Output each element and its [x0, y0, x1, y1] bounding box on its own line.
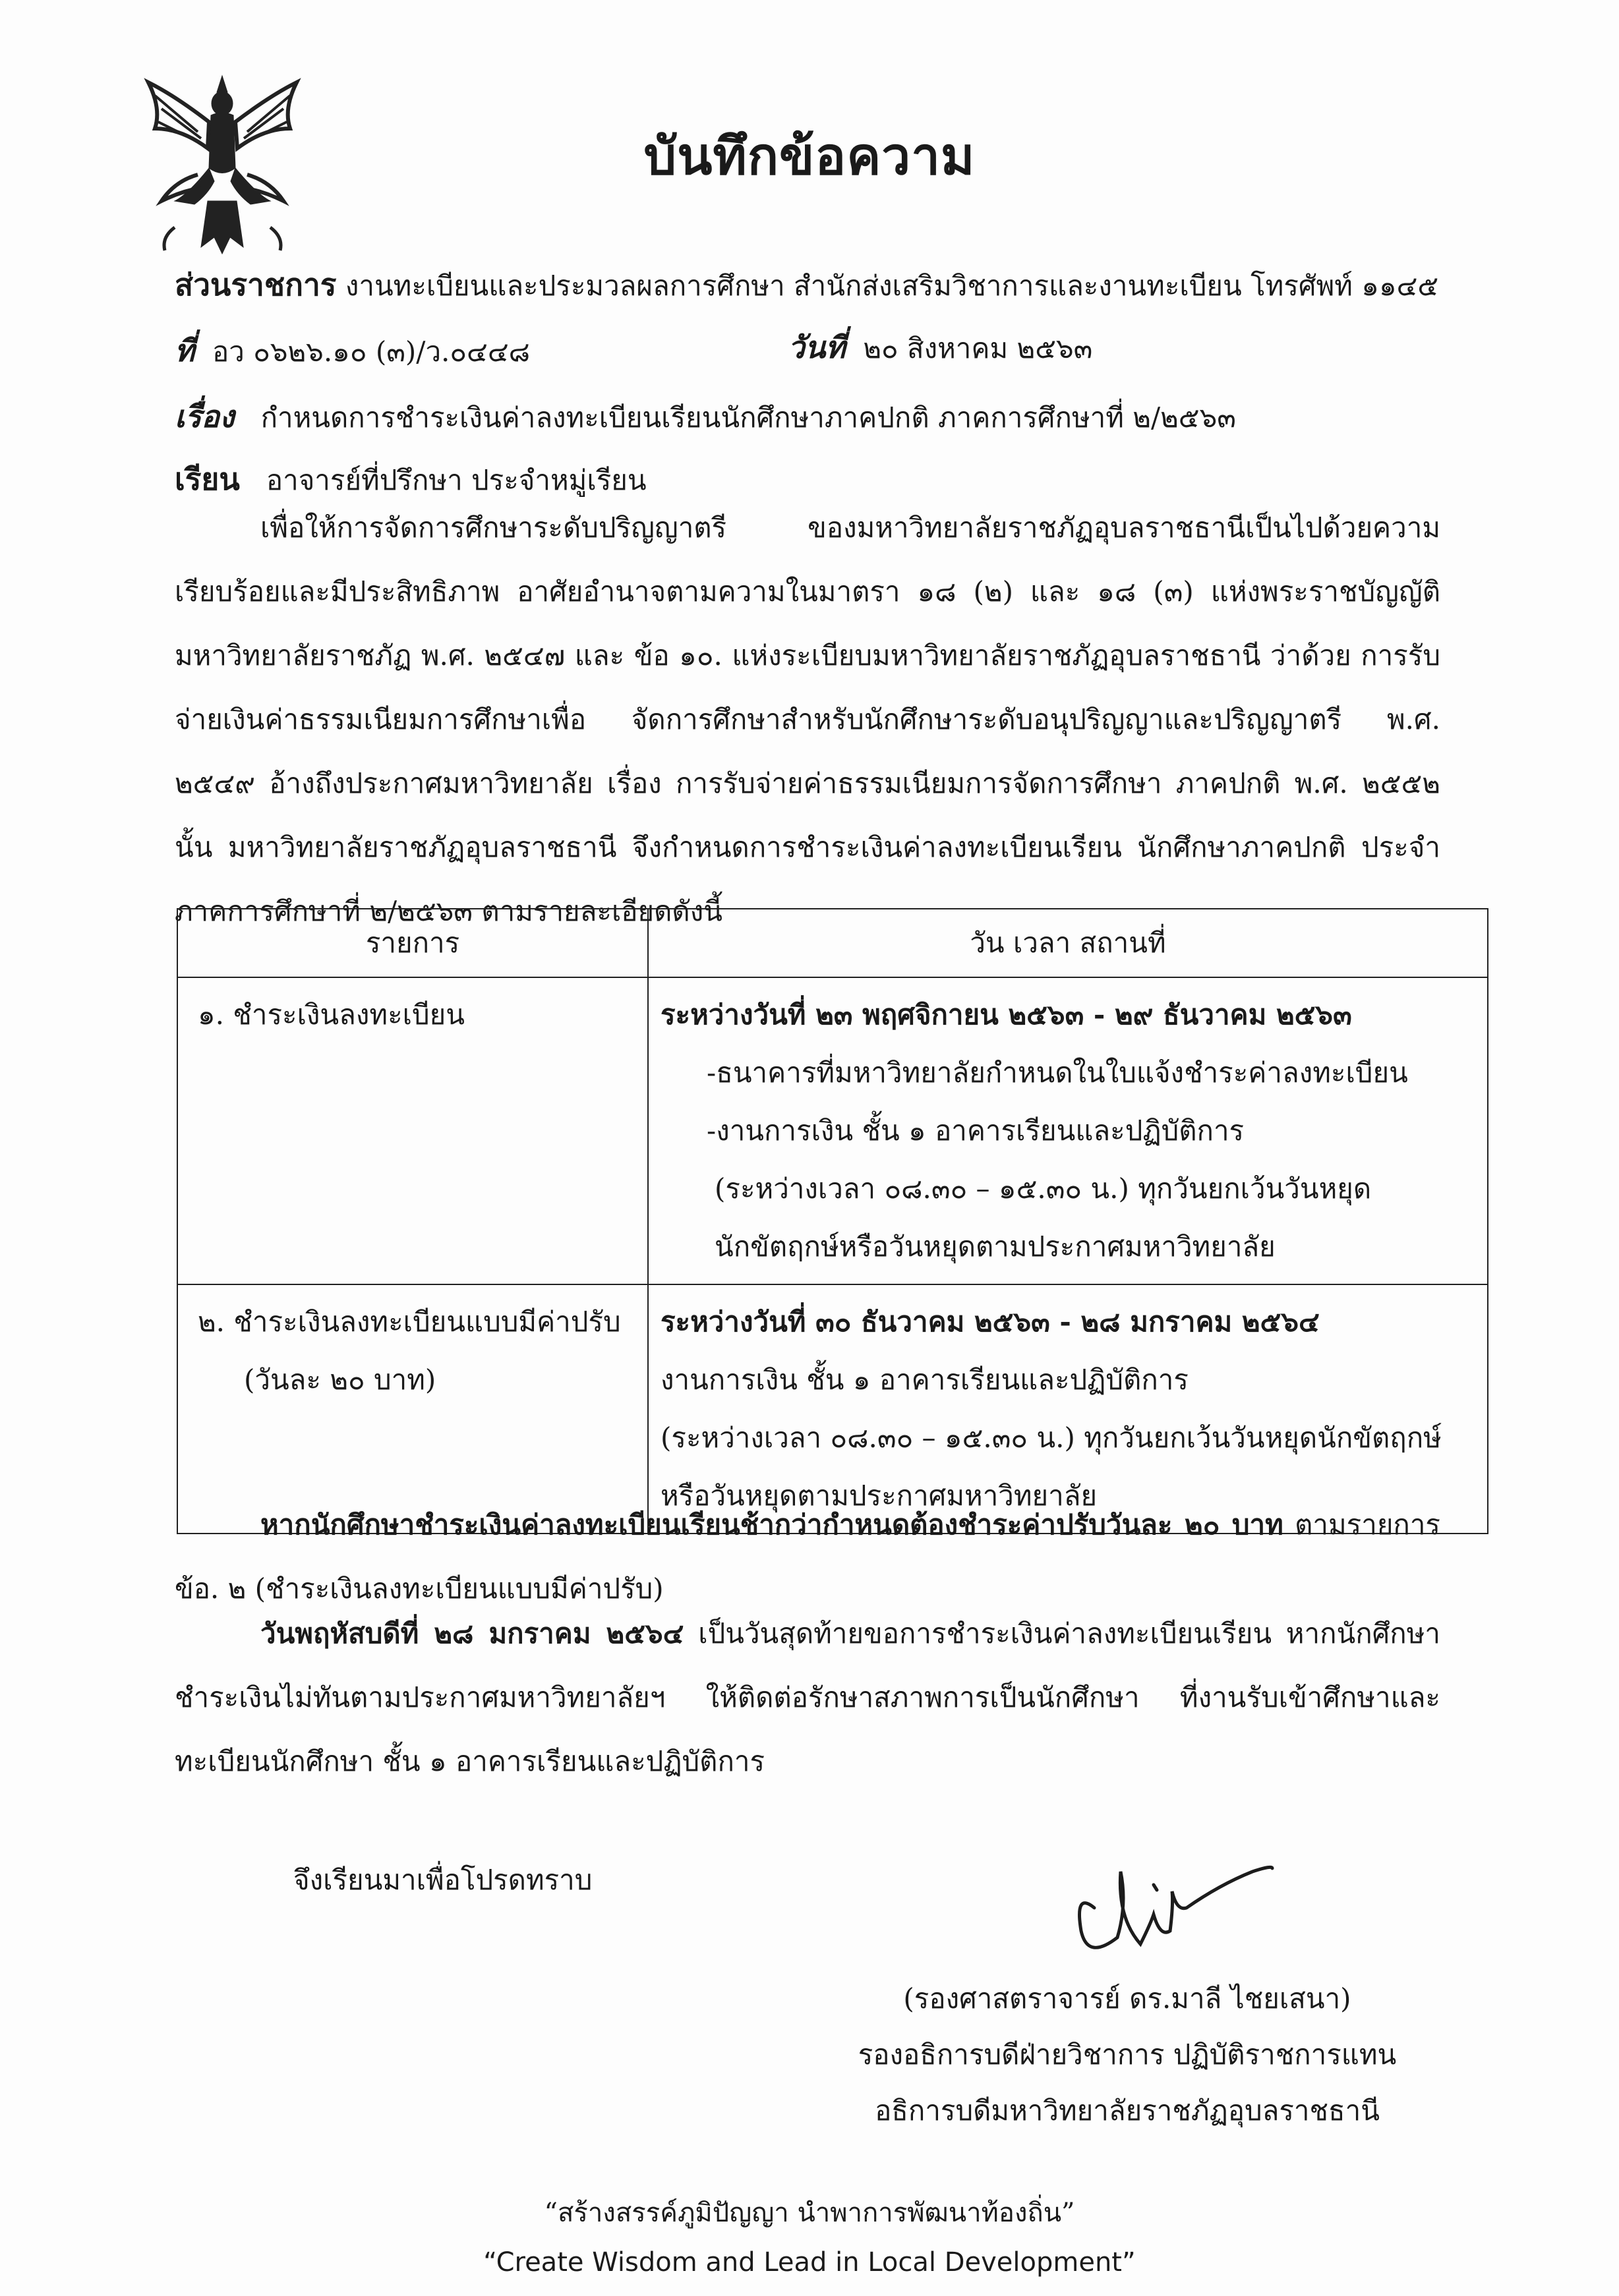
recipient-label: เรียน: [175, 461, 240, 497]
subject-value: กำหนดการชำระเงินค่าลงทะเบียนเรียนนักศึกษาภาคปกติ ภาคการศึกษาที่ ๒/๒๕๖๓: [260, 401, 1236, 434]
table-cell-when: [648, 977, 1488, 1284]
column-header-item: รายการ: [177, 909, 648, 977]
row1-item: ๑. ชำระเงินลงทะเบียน: [198, 998, 465, 1031]
table-cell-item: [177, 977, 648, 1284]
memo-title: บันทึกข้อความ: [643, 127, 976, 187]
subject-line: [175, 399, 1236, 435]
motto-thai: “สร้างสรรค์ภูมิปัญญา นำพาการพัฒนาท้องถิ่น”: [544, 2198, 1075, 2228]
late-fee-bold: หากนักศึกษาชำระเงินค่าลงทะเบียนเรียนช้ากว่ากำหนดต้องชำระค่าปรับวันละ ๒๐ บาท: [260, 1508, 1283, 1541]
signer-position: อธิการบดีมหาวิทยาลัยราชภัฏอุบลราชธานี: [875, 2094, 1380, 2127]
motto-english: “Create Wisdom and Lead in Local Development”: [483, 2247, 1136, 2278]
date-value: ๒๐ สิงหาคม ๒๕๖๓: [863, 332, 1093, 364]
payment-schedule-table: [177, 908, 1488, 1534]
subject-label: เรื่อง: [175, 399, 235, 434]
recipient-line: [175, 461, 647, 498]
intro-paragraph: เพื่อให้การจัดการศึกษาระดับปริญญาตรี ของมหาวิทยาลัยราชภัฏอุบลราชธานีเป็นไปด้วยความเรียบร้อยและมีประสิทธิภาพ อาศัยอำนาจตามความในมาตรา ๑๘ (๒) และ ๑๘ (๓) แห่งพระราชบัญญัติมหาวิทยาลัยราชภัฏ พ.ศ. ๒๕๔๗ และ ข้อ ๑๐. แห่งระเบียบมหาวิทยาลัยราชภัฏอุบลราชธานี ว่าด้วย การรับจ่ายเงินค่าธรรมเนียมการศึกษาเพื่อ จัดการศึกษาสำหรับนักศึกษาระดับอนุปริญญาและปริญญาตรี พ.ศ. ๒๕๔๙ อ้างถึงประกาศมหาวิทยาลัย เรื่อง การรับจ่ายค่าธรรมเนียมการจัดการศึกษา ภาคปกติ พ.ศ. ๒๕๕๒ นั้น มหาวิทยาลัยราชภัฏอุบลราชธานี จึงกำหนดการชำระเงินค่าลงทะเบียนเรียน นักศึกษาภาคปกติ ประจำภาคการศึกษาที่ ๒/๒๕๖๓ ตามรายละเอียดดังนี้: [175, 511, 1440, 927]
reference-line: [175, 333, 530, 369]
deadline-bold: วันพฤหัสบดีที่ ๒๘ มกราคม ๒๕๖๔: [260, 1617, 684, 1650]
department-label: ส่วนราชการ: [175, 267, 337, 302]
reference-label: ที่: [175, 333, 195, 368]
row1-line: -งานการเงิน ชั้น ๑ อาคารเรียนและปฏิบัติการ: [707, 1114, 1245, 1147]
signer-name: (รองศาสตราจารย์ ดร.มาลี ไชยเสนา): [903, 1982, 1351, 2015]
row1-period: ระหว่างวันที่ ๒๓ พฤศจิกายน ๒๕๖๓ - ๒๙ ธันวาคม ๒๕๖๓: [661, 998, 1352, 1031]
row2-line: งานการเงิน ชั้น ๑ อาคารเรียนและปฏิบัติการ: [661, 1363, 1189, 1396]
date-line: [788, 330, 1092, 366]
handwritten-signature: [1055, 1845, 1279, 1970]
row2-line: หรือวันหยุดตามประกาศมหาวิทยาลัย: [661, 1479, 1098, 1512]
deadline-rest: เป็นวันสุดท้ายขอการชำระเงินค่าลงทะเบียนเรียน หากนักศึกษาชำระเงินไม่ทันตามประกาศมหาวิทยาลัยฯ ให้ติดต่อรักษาสภาพการเป็นนักศึกษา ที่งานรับเข้าศึกษาและทะเบียนนักศึกษา ชั้น ๑ อาคารเรียนและปฏิบัติการ: [175, 1617, 1441, 1777]
row1-line: นักขัตฤกษ์หรือวันหยุดตามประกาศมหาวิทยาลัย: [715, 1230, 1276, 1263]
closing-line: จึงเรียนมาเพื่อโปรดทราบ: [293, 1864, 593, 1896]
table-header-row: [177, 909, 1488, 977]
row2-line: (ระหว่างเวลา ๐๘.๓๐ – ๑๕.๓๐ น.) ทุกวันยกเว้นวันหยุดนักขัตฤกษ์: [661, 1421, 1442, 1454]
row2-period: ระหว่างวันที่ ๓๐ ธันวาคม ๒๕๖๓ - ๒๘ มกราคม ๒๕๖๔: [661, 1306, 1320, 1338]
department-value: งานทะเบียนและประมวลผลการศึกษา สำนักส่งเสริมวิชาการและงานทะเบียน โทรศัพท์ ๑๑๔๕: [345, 270, 1439, 302]
signer-position: รองอธิการบดีฝ่ายวิชาการ ปฏิบัติราชการแทน: [858, 2038, 1397, 2071]
recipient-value: อาจารย์ที่ปรึกษา ประจำหมู่เรียน: [266, 464, 647, 496]
reference-number: อว ๐๖๒๖.๑๐ (๓)/ว.๐๔๔๘: [212, 335, 531, 368]
row1-line: (ระหว่างเวลา ๐๘.๓๐ – ๑๕.๓๐ น.) ทุกวันยกเว้นวันหยุด: [715, 1172, 1372, 1205]
table-row: [177, 977, 1488, 1284]
department-line: [175, 267, 1438, 303]
row2-item: ๒. ชำระเงินลงทะเบียนแบบมีค่าปรับ: [198, 1306, 621, 1338]
deadline-paragraph: [175, 1601, 1440, 1793]
column-header-when: วัน เวลา สถานที่: [648, 909, 1488, 977]
date-label: วันที่: [788, 330, 846, 365]
row1-line: -ธนาคารที่มหาวิทยาลัยกำหนดในใบแจ้งชำระค่าลงทะเบียน: [707, 1056, 1408, 1089]
row2-item-sub: (วันละ ๒๐ บาท): [244, 1363, 436, 1396]
late-fee-rest: ตามรายการข้อ. ๒ (ชำระเงินลงทะเบียนแบบมีค่าปรับ): [175, 1508, 1440, 1605]
